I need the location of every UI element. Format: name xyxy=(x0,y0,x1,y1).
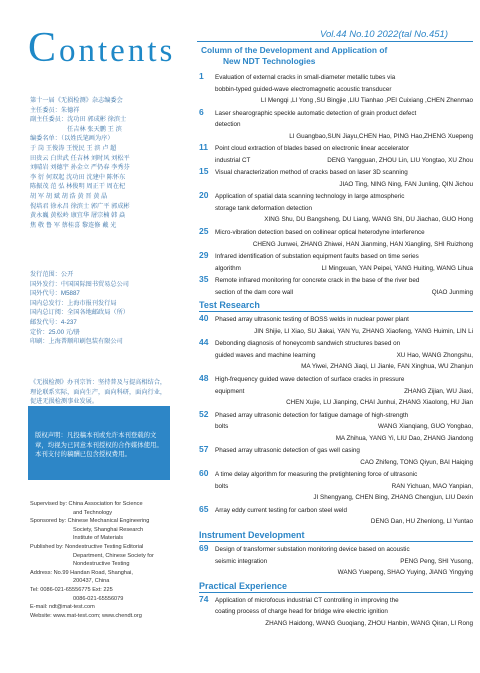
article-title-line: Laser shearographic speckle automatic detection of grain product defect xyxy=(215,109,417,117)
info-line: 国内总订阅：全国各地邮政局（所） xyxy=(30,309,129,317)
mission-text: 《无损检测》办刊宗旨：坚持普及与提高相结合，理论联系实际，面向生产，面向科研，面向行业，促进无损检测事业发展。 xyxy=(30,379,167,406)
article-title-line: storage tank deformation detection xyxy=(215,204,312,212)
article-authors: WANG Xianqiang, GUO Yongbao, xyxy=(378,423,473,431)
article-authors: JIN Shijie, LI Xiao, SU Jiakai, YAN Yu, ZHANG Xiaofeng, YANG Huimin, LIN Li xyxy=(254,327,473,335)
article-authors: QIAO Junming xyxy=(431,288,473,296)
article-title-line: Array eddy current testing for carbon steel weld xyxy=(215,506,347,514)
page-number: 60 xyxy=(199,468,209,479)
section-heading xyxy=(199,300,473,312)
article-title-line: Phased array ultrasonic testing of BOSS welds in nuclear power plant xyxy=(215,316,409,324)
article-authors: JI Shengyang, CHEN Bing, ZHANG Chengjun, LIU Dexin xyxy=(313,494,473,502)
page-number: 15 xyxy=(199,166,209,177)
info-line: Department, Chinese Society for xyxy=(73,552,154,559)
article-title-line: seismic integration xyxy=(215,557,268,565)
page-number: 69 xyxy=(199,543,209,553)
copyright-notice-text: 版权声明：凡投稿本刊或允许本刊登载的文章，均视为已同意本刊授权的合作媒体使用。本刊支付的稿酬已包含授权费用。 xyxy=(35,432,163,459)
article-authors: CHEN Xujie, LU Jianping, CHAI Junhui, ZHANG Xiaolong, HU Jian xyxy=(286,399,473,406)
info-line: 印刷：上海普顺印刷包装有限公司 xyxy=(30,338,123,346)
header-divider xyxy=(197,41,473,42)
contents-logo-title: Contents xyxy=(28,25,176,71)
section-heading xyxy=(199,581,473,593)
page-number: 65 xyxy=(199,503,209,514)
article-title-line: Remote infrared monitoring for concrete crack in the base of the river bed xyxy=(215,277,420,285)
article-authors: ZHANG Zijian, WU Jiaxi, xyxy=(404,387,473,395)
article-authors: WANG Yuepeng, SHAO Yuying, JIANG Yingying xyxy=(337,569,473,576)
info-line: 发行范围：公开 xyxy=(30,271,74,278)
page-number: 29 xyxy=(199,250,209,261)
info-line: 国外代号：M5887 xyxy=(30,290,80,298)
info-line: Society, Shanghai Research xyxy=(73,526,144,533)
article-authors: CHENG Junwei, ZHANG Zhiwei, HAN Jianming, HAN Xiangling, SHI Ruizhong xyxy=(252,240,473,248)
section-heading xyxy=(199,530,473,542)
article-authors: CAO Zhifeng, TONG Qiyun, BAI Haiqing xyxy=(360,458,473,466)
article-authors: PENG Peng, SHI Yusong, xyxy=(400,557,473,565)
article-title-line: Evaluation of external cracks in small-diameter metallic tubes via xyxy=(215,74,396,81)
page-number: 48 xyxy=(199,373,209,383)
info-line: Sponsored by: Chinese Mechanical Engineering xyxy=(30,518,150,525)
info-line: 编委名单：（以姓氏笔画为序） xyxy=(30,135,114,143)
article-authors: XING Shu, DU Bangsheng, DU Liang, WANG Shi, DU Jiachao, GUO Hong xyxy=(264,216,473,224)
info-line: 刘晴岩 刘德宇 孙金立 严仍春 李秀芬 xyxy=(30,164,130,172)
article-title-line: Phased array ultrasonic detection for fatigue damage of high-strength xyxy=(215,411,409,419)
article-authors: DENG Yangguan, ZHOU Lin, LIU Yongtao, XU Zhou xyxy=(327,156,473,164)
article-title-line: Infrared identification of substation equipment faults based on time series xyxy=(215,253,419,261)
article-authors: MA Zhihua, YANG Yi, LIU Dao, ZHANG Jiandong xyxy=(335,434,473,442)
info-line: Supervised by: China Association for Science xyxy=(30,501,143,507)
info-line: 副主任委员：沈功田 郭成彬 徐滨士 xyxy=(30,116,127,124)
article-title-line: High-frequency guided wave detection of surface cracks in pressure xyxy=(215,376,405,383)
info-line: Nondestructive Testing xyxy=(73,561,130,568)
article-title-line: Debonding diagnosis of honeycomb sandwich structures based on xyxy=(215,340,401,348)
info-line: 国外发行：中国国际图书贸易总公司 xyxy=(30,280,129,288)
article-title-line: Phased array ultrasonic detection of gas well casing xyxy=(215,447,360,455)
info-line: Website: www.mat-test.com; www.chendt.org xyxy=(30,612,142,619)
article-authors: LI Mingxuan, YAN Peipei, YANG Huiting, WANG Lihua xyxy=(321,264,473,272)
info-line: 焦 敬 鲁 军 蔡桂喜 黎连修 戴 光 xyxy=(30,221,117,229)
copyright-notice-box xyxy=(28,406,170,480)
info-line: 主任委员：朱德祥 xyxy=(30,106,80,114)
page-number: 25 xyxy=(199,226,209,236)
page-number: 11 xyxy=(199,142,208,153)
section-heading-label: Test Research xyxy=(199,300,260,311)
article-title-line: section of the dam core wall xyxy=(215,288,294,296)
article-title-line: guided waves and machine learning xyxy=(215,351,316,359)
article-title-line: algorithm xyxy=(215,264,241,272)
info-line: 任吉林 张天鹏 王 滨 xyxy=(30,125,122,133)
section-heading-label: Practical Experience xyxy=(199,580,288,591)
page-number: 6 xyxy=(199,106,204,117)
editorial-board xyxy=(30,96,178,230)
article-authors: JIAO Ting, NING Ning, FAN Junling, QIN Jichou xyxy=(339,180,473,188)
info-line: and Technology xyxy=(73,509,113,516)
page-number: 20 xyxy=(199,190,209,201)
article-title-line: Application of microfocus industrial CT controlling in improving the xyxy=(215,596,399,604)
mission-statement xyxy=(30,378,168,407)
info-line: 胡 军 胡 斌 胡 浩 黄 晋 黄 晶 xyxy=(30,192,108,200)
info-line: Address: No.99 Handan Road, Shanghai, xyxy=(30,569,133,576)
article-title-line: Visual characterization method of cracks based on laser 3D scanning xyxy=(215,169,408,177)
article-authors: XU Hao, WANG Zhongshu, xyxy=(396,351,473,359)
article-authors: DENG Dan, HU Zhenlong, LI Yuntao xyxy=(370,518,473,526)
section-heading-label: Instrument Development xyxy=(199,530,305,540)
article-title-line: bobbin-typed guided-wave electromagnetic acoustic transducer xyxy=(215,85,392,93)
volume-issue-label: Vol.44 No.10 2022(tal No.451) xyxy=(320,29,448,40)
english-publication-info xyxy=(30,500,178,620)
article-title-line: Design of transformer substation monitoring device based on acoustic xyxy=(215,546,410,553)
page-number: 40 xyxy=(199,313,209,324)
article-title-line: Point cloud extraction of blades based on electronic linear accelerator xyxy=(215,145,409,153)
info-line: 黄永巍 黄松岭 康宜华 屠宗楠 韩 焱 xyxy=(30,212,126,220)
info-line: Published by: Nondestructive Testing Editorial xyxy=(30,543,144,550)
column-title-line: New NDT Technologies xyxy=(223,55,316,66)
column-title xyxy=(201,45,473,67)
info-line: 200437, China xyxy=(73,578,110,585)
article-title-line: Micro-vibration detection based on collinear optical heterodyne interference xyxy=(215,229,425,236)
info-line: 国内总发行：上海市报刊发行局 xyxy=(30,299,117,307)
article-title-line: coating process of charge head for bridge wire electric ignition xyxy=(215,608,388,616)
article-title-line: A time delay algorithm for measuring the pretightening force of ultrasonic xyxy=(215,471,418,479)
info-line: 李 衍 何双起 沈功田 沈建中 陈怀东 xyxy=(30,173,126,181)
info-line: 定价：25.00 元/册 xyxy=(30,328,80,336)
info-line: 田贵云 白世武 任吉林 刘时风 刘松平 xyxy=(30,154,130,162)
page-number: 1 xyxy=(199,71,204,81)
info-line: Institute of Materials xyxy=(73,535,124,542)
info-line: 倪培君 徐永昌 徐滨士 郭广平 郭成彬 xyxy=(30,202,130,210)
article-title-line: equipment xyxy=(215,387,245,395)
column-title-line: Column of the Development and Application of xyxy=(201,45,388,55)
article-authors: ZHANG Haidong, WANG Guoqiang, ZHOU Hanbin, WANG Qiran, LI Rong xyxy=(265,619,473,627)
article-title-line: bolts xyxy=(215,482,229,490)
publishing-info xyxy=(30,270,178,347)
info-line: 于 岗 王俊涛 王悦民 王 滨 卢 超 xyxy=(30,144,117,152)
article-title-line: detection xyxy=(215,121,241,129)
article-authors: LI Mengqi ,LI Yong ,SU Bingjie ,LIU Tianhao ,PEI Cuixiang ,CHEN Zhenmao xyxy=(260,97,473,104)
page-number: 44 xyxy=(199,337,209,348)
article-authors: RAN Yichuan, MAO Yanpian, xyxy=(391,482,473,490)
page-number: 52 xyxy=(199,408,209,419)
page-number: 35 xyxy=(199,274,209,285)
page-number: 74 xyxy=(199,593,209,604)
info-line: E-mail: ndt@mat-test.com xyxy=(30,604,95,611)
info-line: Tel: 0086-021-65556775 Ext: 225 xyxy=(30,586,113,593)
page-number: 57 xyxy=(199,444,209,455)
info-line: 第十一届《无损检测》杂志编委会 xyxy=(30,97,123,104)
info-line: 陈振茂 范 弘 林俊明 周正干 周在杞 xyxy=(30,183,126,191)
article-title-line: bolts xyxy=(215,423,229,431)
article-authors: LI Guangbao,SUN Jiayu,CHEN Hao, PING Hao,ZHENG Xuepeng xyxy=(289,132,473,140)
article-title-line: industrial CT xyxy=(215,156,251,164)
article-title-line: Application of spatial data scanning technology in large atmospheric xyxy=(215,193,405,201)
info-line: 0086-021-65556079 xyxy=(73,595,124,602)
info-line: 邮发代号：4-237 xyxy=(30,318,77,326)
article-authors: MA Yiwei, ZHANG Jiaqi, LI Jianle, FAN Xinghua, WU Zhanjun xyxy=(301,363,473,371)
